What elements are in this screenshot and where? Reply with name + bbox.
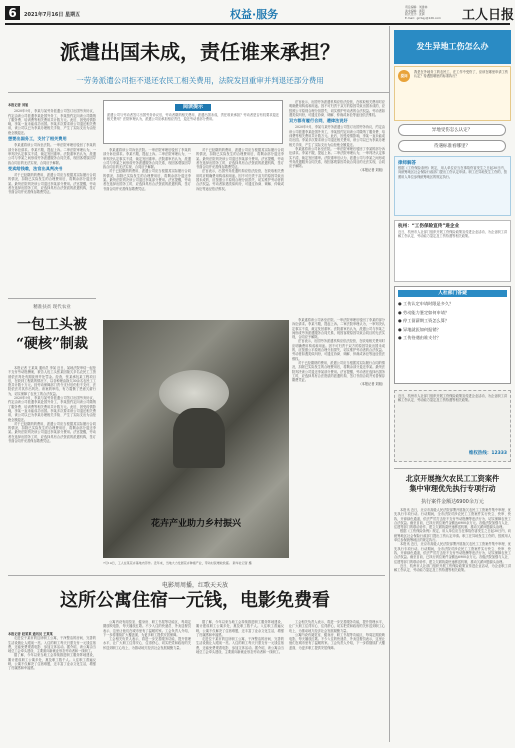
left-story-body: 本报记者 王某某 通讯员 李某 近日，某地法院审结一起拒不支付劳动报酬案，被告人包工头张某因拖欠多名农民工工资被依法判处有期徒刑并处罚金。经查，张某承包某工程项目后，在收到工程款的情况下，以各种理由拖欠30余名农民工工资共计数十万元。经劳动保障部门责令支付后仍拒不支付，法院依法对其作出判决。该案的审结，有力震慑了恶意欠薪行为，切实保障了农民工的合法权益。 2020年9月，李某与某劳务派遣公司签订出国劳务协议，约定由该公司派遣李某赴国外务工，李某按约定向该公司缴纳了服务费、培训费等相关费用共计数万元。此后，因受疫情影响，李某一直未能成功出国。李某多次要求该公司退还相关费用，该公司以已为李某办理相关手续、产生了实际支出为由拒绝全额退还。 对于已经缴纳的费用，派遣公司应当根据其实际履行合同的情况，扣除已实际发生的合理费用后，将剩余部分退还李某。最终法院判决该公司退还李某部分费用。法官提醒，劳动者在选择出国务工时，应选择具有合法资质的派遣机构，签订书面合同并妥善保存缴费凭证。 [8,366,96,444]
sidebar-bottom-rule [394,468,511,469]
sidebar-story-2-body: 近日，杭州市人社部门组织开展工伤保险政策宣传进企业活动，为企业职工讲解工伤认定、劳动能力鉴定及工伤待遇等相关政策。 [398,230,507,239]
left-story-rule [8,298,96,299]
left-story-headline: 一包工头被 “硬核”制裁 [15,317,89,352]
flower-photo-credit: 7月14日，工人在某花卉基地内劳作。近年来，当地大力发展花卉种植产业，带动村民增收致富。 新华社记者 摄 [103,561,252,565]
sidebar-qa-box [394,66,511,121]
lead-col-2: 李某遂将该公司诉至法院。一审法院审理后驳回了李某的部分诉讼请求。李某不服，提起上诉。二审法院审理认为，一审判决认定事实不清，裁定发回重审。法院重审后认为，派遣公司与李某之间形成劳务派遣服务合同关系，现因客观原因导致合同目的无法实现，合同应予解除。 对于已经缴纳的费用，派遣公司应当根据其实际履行合同的情况，扣除已实际发生的合理费用后，将剩余部分退还李某。最终法院判决该公司退还李某部分费用。法官提醒，劳动者在选择出国务工时，应选择具有合法资质的派遣机构，签订书面合同并妥善保存缴费凭证。 [103,148,191,191]
lead-headline: 派遣出国未成，责任谁来承担？ [60,40,340,64]
sidebar-contact [394,390,511,462]
sidebar-story-2 [394,220,511,282]
lead-col-4-continued: 李某遂将该公司诉至法院。一审法院审理后驳回了李某的部分诉讼请求。李某不服，提起上诉。二审法院审理认为，一审判决认定事实不清，裁定发回重审。法院重审后认为，派遣公司与李某之间形成劳务派遣服务合同关系，现因客观原因导致合同目的无法实现，合同应予解除。 法官表示，出国劳务派遣机构应依法经营，在收取相关费用时应明确费用构成和用途。因不可归责于双方的原因导致出国未成的，应按照公平原则合理分担损失，切实维护劳动者的合法权益。劳动者如遇类似纠纷，可通过协商、调解、仲裁或诉讼等途径依法维权。 对于已经缴纳的费用，派遣公司应当根据其实际履行合同的情况，扣除已实际发生的合理费用后，将剩余部分退还李某。最终法院判决该公司退还李某部分费用。法官提醒，劳动者在选择出国务工时，应选择具有合法资质的派遣机构，签订书面合同并妥善保存缴费凭证。 （本报记者 刘旭） [292,318,385,387]
bottom-col-2: 公寓内设有阅览室、健身房、职工书屋等功能区，每周定期放映电影，每天播放红歌。不少入住的快递员、外卖送餐员表示，这里让他们在城市里有了温暖的家。工会负责人介绍，下一步将继续扩大覆盖面，为更多职工提供安居保障。 工会相关负责人表示，将进一步完善服务功能，提升管理水平，让广大职工住得安心、住得舒心，切实把党和政府的关怀送到职工心坎上，为推动地方经济社会发展凝聚力量。 [103,620,191,650]
sidebar-bottom-sub: 执行案件金额达6900余万元 [421,499,484,505]
lead-rule [8,92,390,93]
sidebar-list-box [394,286,511,384]
lead-subhead: 一劳务派遣公司拒不退还农民工相关费用，法院发回重审并判退还部分费用 [76,76,324,85]
bottom-story-rule [8,575,385,576]
page-number: 6 [5,6,20,20]
sidebar-bottom-headline: 北京开展拖欠农民工工资案件 集中审理优先执行专项行动 [405,474,500,493]
sidebar-question: 我是在外地务工的农民工，在工作中受伤了，应该在哪里申请工伤认定？待遇按哪里的标准执行？ [414,70,508,79]
bottom-headline: 这所公寓住宿一元钱，电影免费看 [60,590,330,611]
sidebar-contact-line: 维权热线：12333 [468,451,507,456]
sidebar-list [398,300,507,343]
sidebar-story-2-title: 杭州：“工伤保险宣传”进企业 [398,224,460,229]
sidebar-bubble-2: 待遇标准看哪里？ [398,140,506,152]
section-title: 权益·服务 [230,8,279,21]
masthead-date: 2021年7月16日 星期五 [24,12,81,18]
bottom-col-1: 本报记者 赵某某 通讯员 王某某 走进位于某市的这所职工公寓，干净整洁的房间、完善的生活设施让人眼前一亮。入住的职工每天只需支付一元钱住宿费，还能免费观看电影、参加文体活动。据介绍，该公寓由当地总工会牵头建设，主要面向新就业形态劳动者和一线职工。 据了解，今年以来当地工会持续推进职工服务阵地建设，累计建成职工公寓多处，惠及职工数千人。入住职工普遍反映，公寓不仅解决了住宿难题，还丰富了业余文化生活，增强了归属感和幸福感。 [8,632,96,671]
lead-col-4: 法官表示，出国劳务派遣机构应依法经营，在收取相关费用时应明确费用构成和用途。因不可归责于双方的原因导致出国未成的，应按照公平原则合理分担损失，切实维护劳动者的合法权益。劳动者如遇类似纠纷，可通过协商、调解、仲裁或诉讼等途径依法维权。 双方都有履行合同，遭律法说好 2020年9月，李某与某劳务派遣公司签订出国劳务协议，约定由该公司派遣李某赴国外务工，李某按约定向该公司缴纳了服务费、培训费等相关费用共计数万元。此后，因受疫情影响，李某一直未能成功出国。李某多次要求该公司退还相关费用，该公司以已为李某办理相关手续、产生了实际支出为由拒绝全额退还。 李某遂将该公司诉至法院。一审法院审理后驳回了李某的部分诉讼请求。李某不服，提起上诉。二审法院审理认为，一审判决认定事实不清，裁定发回重审。法院重审后认为，派遣公司与李某之间形成劳务派遣服务合同关系，现因客观原因导致合同目的无法实现，合同应予解除。 （本报记者 刘旭） [289,100,385,173]
bottom-col-3: 据了解，今年以来当地工会持续推进职工服务阵地建设，累计建成职工公寓多处，惠及职工数千人。入住职工普遍反映，公寓不仅解决了住宿难题，还丰富了业余文化生活，增强了归属感和幸福感。 走进位于某市的这所职工公寓，干净整洁的房间、完善的生活设施让人眼前一亮。入住的职工每天只需支付一元钱住宿费，还能免费观看电影、参加文体活动。据介绍，该公寓由当地总工会牵头建设，主要面向新就业形态劳动者和一线职工。 [196,620,284,655]
question-badge: 提问 [398,70,410,82]
masthead-rule [5,23,510,25]
sidebar-divider [389,26,390,742]
newspaper-logo: 工人日报 [462,8,515,23]
left-story-kicker: 精准扶贫 现代农业 [33,305,71,310]
list-item: ● 停工留薪期工资怎么算？ [398,318,450,323]
sidebar-banner: 发生异地工伤怎么办 [394,30,511,64]
editor-credits: 责任编辑：刘建林 美术编辑：黄阳 版式设计：沈倩 E-mail：grrbqy@126.com [405,5,441,20]
list-item: ● 工伤待遇由谁支付？ [398,335,441,340]
reading-tip-box [103,100,283,144]
sidebar-bubble-1: 异地受伤怎么认定？ [398,124,506,136]
lead-col-1: 本报记者 刘旭 2020年9月，李某与某劳务派遣公司签订出国劳务协议，约定由该公司派遣李某赴国外务工，李某按约定向该公司缴纳了服务费、培训费等相关费用共计数万元。此后，因受疫情影响，李某一直未能成功出国。李某多次要求该公司退还相关费用，该公司以已为李某办理相关手续、产生了实际支出为由拒绝全额退还。 想要出国务工，支付了相关费用 李某遂将该公司诉至法院。一审法院审理后驳回了李某的部分诉讼请求。李某不服，提起上诉。二审法院审理认为，一审判决认定事实不清，裁定发回重审。法院重审后认为，派遣公司与李某之间形成劳务派遣服务合同关系，现因客观原因导致合同目的无法实现，合同应予解除。 变卖给钱难，法官出具判决书 对于已经缴纳的费用，派遣公司应当根据其实际履行合同的情况，扣除已实际发生的合理费用后，将剩余部分退还李某。最终法院判决该公司退还李某部分费用。法官提醒，劳动者在选择出国务工时，应选择具有合法资质的派遣机构，签订书面合同并妥善保存缴费凭证。 [8,103,96,195]
list-item: ● 劳动能力鉴定如何申请？ [398,309,450,315]
list-item: ● 异地就医如何报销？ [398,326,441,332]
answer-label: 律师解答 [398,161,416,166]
sidebar-bottom-body: 本报讯 近日，北京市高级人民法院部署开展拖欠农民工工资案件集中审理、优先执行专项行动。行动期间，全市法院对涉农民工工资案件实行快立、快审、快执，开辟绿色通道，依法严厉打击拒不支付劳动报酬等违法行为，切实保障农民工合法权益。截至目前，已执行到位案件金额达6900余万元。各级法院加强与人社、住建等部门的联动协作，建立欠薪线索快速移送机制，推动欠薪问题源头治理。 根据《工伤保险条例》规定，用人单位应当在事故伤害发生之日起30日内，向统筹地区社会保险行政部门提出工伤认定申请。职工在异地发生工伤的，按照用人单位参保统筹地区的规定执行。 本报讯 近日，北京市高级人民法院部署开展拖欠农民工工资案件集中审理、优先执行专项行动。行动期间，全市法院对涉农民工工资案件实行快立、快审、快执，开辟绿色通道，依法严厉打击拒不支付劳动报酬等违法行为，切实保障农民工合法权益。截至目前，已执行到位案件金额达6900余万元。各级法院加强与人社、住建等部门的联动协作，建立欠薪线索快速移送机制，推动欠薪问题源头治理。 近日，杭州市人社部门组织开展工伤保险政策宣传进企业活动，为企业职工讲解工伤认定、劳动能力鉴定及工伤待遇等相关政策。 [394,508,511,573]
sidebar-list-title: 人社部门答疑 [398,290,507,297]
sidebar-contact-body: 近日，杭州市人社部门组织开展工伤保险政策宣传进企业活动，为企业职工讲解工伤认定、劳动能力鉴定及工伤待遇等相关政策。 [398,394,507,403]
flower-photo [103,320,289,558]
reading-tip-kicker: 阅读提示 [175,104,211,111]
flower-photo-caption: 花卉产业助力乡村振兴 [150,519,241,529]
flower-photo-figure [173,408,225,468]
list-item: ● 工伤认定申请时限是多久？ [398,301,454,306]
reading-tip-text: 派遣公司与劳动者签订出国劳务协议后，劳动者缴纳相关费用，派遣出国未成，责任谁来承担？劳动者是否有权要求退还相关费用？法院审理认为，派遣公司应承担相应责任，退还劳动者部分费用。 [107,113,279,122]
lead-col-3: 对于已经缴纳的费用，派遣公司应当根据其实际履行合同的情况，扣除已实际发生的合理费用后，将剩余部分退还李某。最终法院判决该公司退还李某部分费用。法官提醒，劳动者在选择出国务工时，应选择具有合法资质的派遣机构，签订书面合同并妥善保存缴费凭证。 法官表示，出国劳务派遣机构应依法经营，在收取相关费用时应明确费用构成和用途。因不可归责于双方的原因导致出国未成的，应按照公平原则合理分担损失，切实维护劳动者的合法权益。劳动者如遇类似纠纷，可通过协商、调解、仲裁或诉讼等途径依法维权。 [196,148,284,191]
sidebar-answer-box [394,156,511,216]
bottom-col-4: 工会相关负责人表示，将进一步完善服务功能，提升管理水平，让广大职工住得安心、住得舒心，切实把党和政府的关怀送到职工心坎上，为推动地方经济社会发展凝聚力量。 公寓内设有阅览室、健身房、职工书屋等功能区，每周定期放映电影，每天播放红歌。不少入住的快递员、外卖送餐员表示，这里让他们在城市里有了温暖的家。工会负责人介绍，下一步将继续扩大覆盖面，为更多职工提供安居保障。 [289,620,385,650]
bottom-kicker: 电影周周播，红歌天天放 [161,582,228,589]
sidebar-answer: 根据《工伤保险条例》规定，用人单位应当在事故伤害发生之日起30日内，向统筹地区社会保险行政部门提出工伤认定申请。职工在异地发生工伤的，按照用人单位参保统筹地区的规定执行。 [398,166,507,179]
